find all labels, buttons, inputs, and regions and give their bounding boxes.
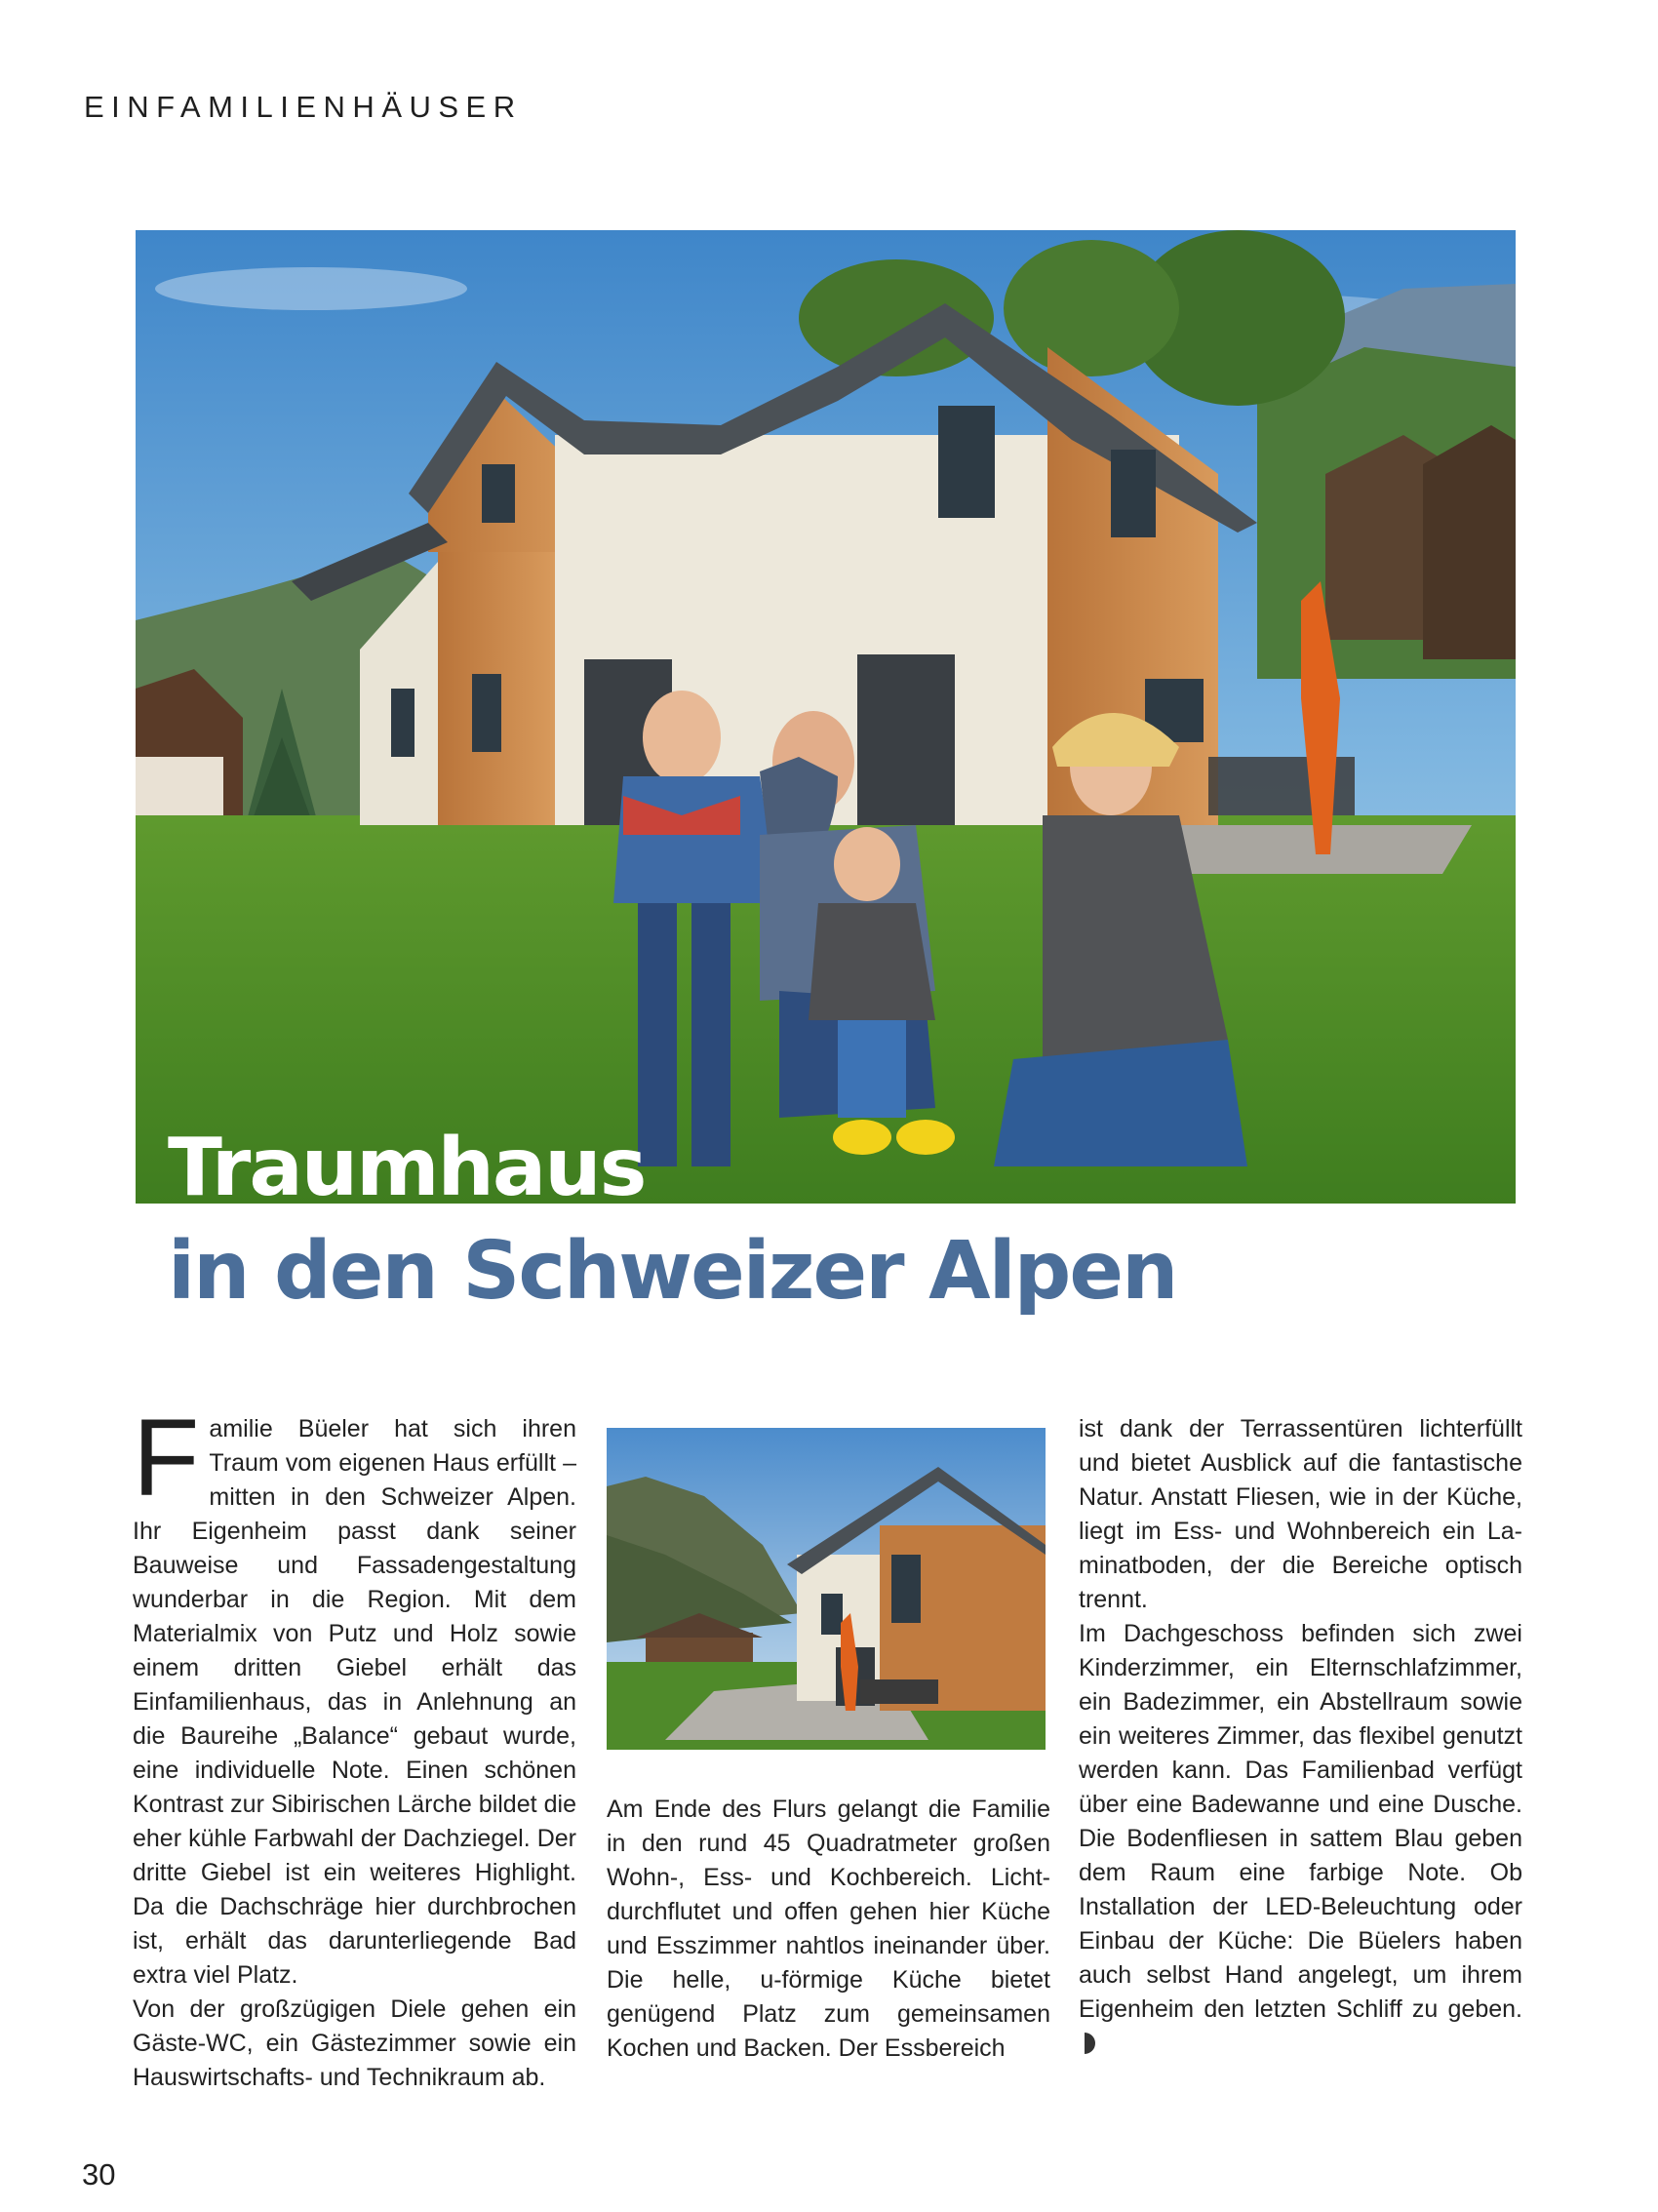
body-column-2 [607,1793,1050,2066]
house-terrace-photo-icon [607,1428,1046,1750]
headline-line-2: in den Schweizer Alpen [168,1225,1177,1318]
paragraph: Am Ende des Flurs gelangt die Familie in den rund 45 Quadratmeter großen Wohn-, Ess- und Kochbereich. Lichtdurchflutet und offen gehen hier Küche und Esszimmer nahtlos ineinander über. Die helle, u-förmige Küche bietet genügend Platz zum gemeinsamen Kochen und Backen. Der Essbereich [607,1796,1050,2062]
thumb-photo [607,1428,1046,1750]
dropcap: F [133,1397,200,1519]
paragraph [1079,1617,1522,2061]
hero-photo [136,230,1516,1204]
body-column-1 [133,1397,576,2095]
page-number: 30 [82,2157,116,2192]
paragraph-text: Im Dachgeschoss befinden sich zwei Kinderzimmer, ein Elternschlafzimmer, ein Badezimmer, ein Abstellraum sowie ein weiteres Zimmer, das flexibel genutzt werden kann. Das Familienbad verfügt über eine Badewanne und eine Dusche. Die Bodenfliesen in sattem Blau geben dem Raum eine farbige Note. Ob Installation der LED-Beleuchtung oder Einbau der Küche: Die Büelers haben auch selbst Hand angelegt, um ihrem Eigenheim den letzten Schliff zu geben. [1079,1620,1522,2023]
paragraph [133,1397,576,1993]
family-house-photo-icon [136,230,1516,1204]
headline-line-1: Traumhaus [168,1122,646,1204]
paragraph: Von der großzügigen Diele gehen ein Gäste-WC, ein Gästezimmer sowie ein Hauswirtschafts- und Technikraum ab. [133,1995,576,2091]
body-column-3 [1079,1412,1522,2061]
end-of-article-icon [1085,2033,1095,2054]
paragraph: ist dank der Terrassentüren lichterfüllt und bietet Ausblick auf die fantastische Natur. Anstatt Fliesen, wie in der Küche, liegt im Ess- und Wohnbereich ein Laminatboden, der die Bereiche optisch trennt. [1079,1415,1522,1613]
section-label: EINFAMILIENHÄUSER [84,90,523,124]
paragraph-text: amilie Büeler hat sich ihren Traum vom eigenen Haus erfüllt – mitten in den Schweizer Alpen. Ihr Eigenheim passt dank seiner Bauweise und Fassadengestaltung wunderbar in die Region. Mit dem Materialmix von Putz und Holz sowie einem dritten Giebel erhält das Einfamilienhaus, das in Anlehnung an die Baureihe „Balance“ gebaut wurde, eine individuelle Note. Einen schönen Kontrast zur Sibirischen Lärche bildet die eher kühle Farbwahl der Dachziegel. Der dritte Giebel ist ein weiteres Highlight. Da die Dachschräge hier durchbrochen ist, erhält das darunterliegende Bad extra viel Platz. [133,1415,576,1989]
